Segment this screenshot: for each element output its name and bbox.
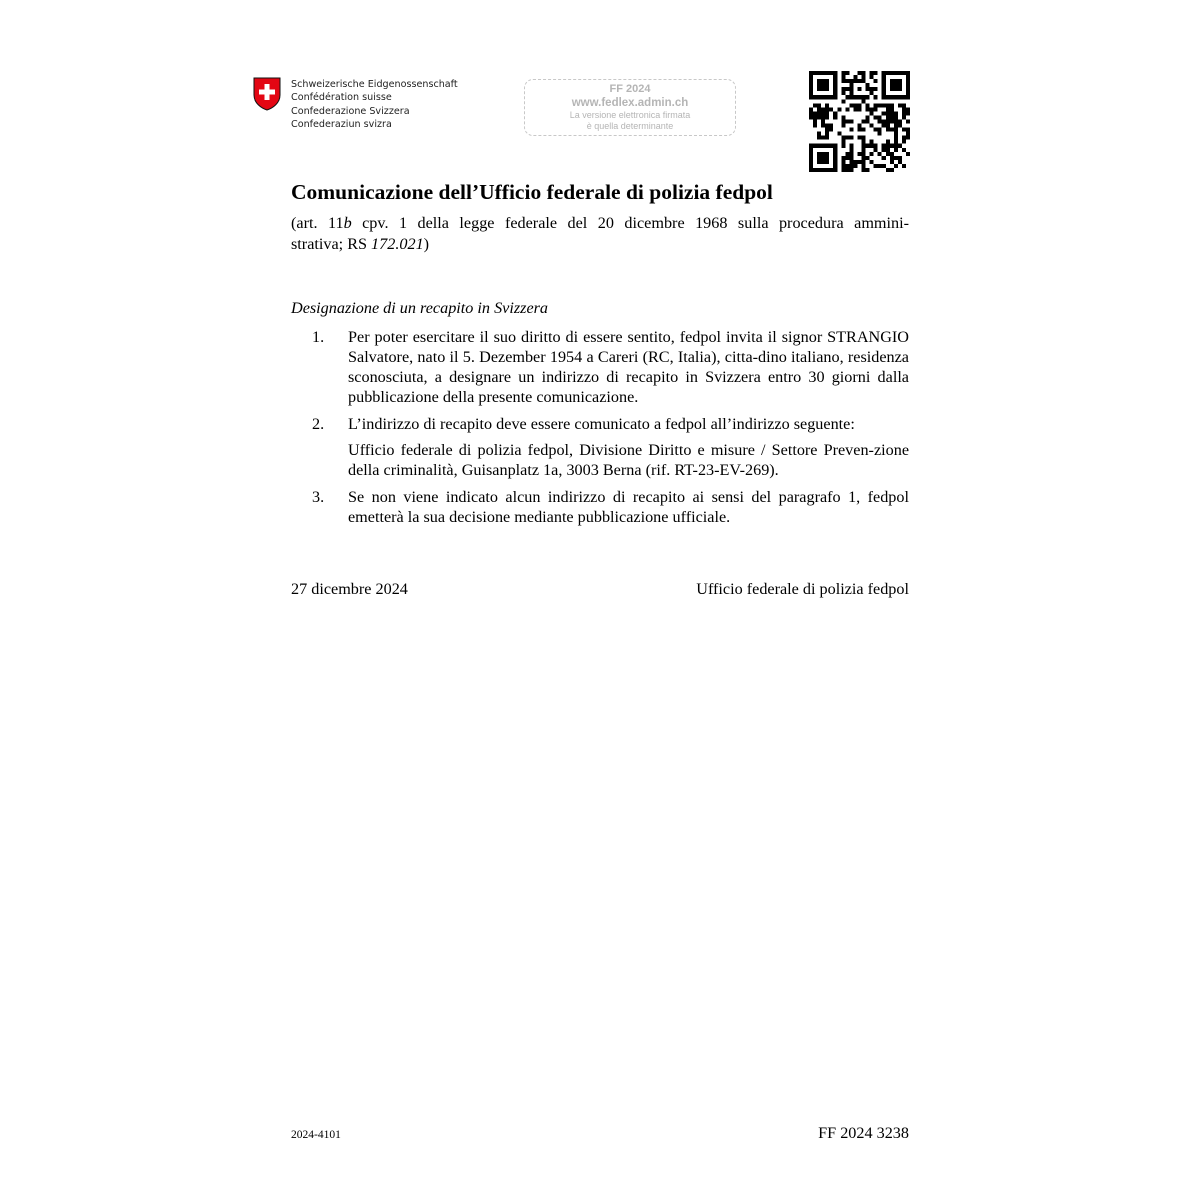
qr-code-icon: [809, 71, 910, 172]
stamp-url: www.fedlex.admin.ch: [571, 97, 689, 109]
document-title: Comunicazione dell’Ufficio federale di polizia fedpol: [291, 180, 773, 204]
agency-name-it: Confederazione Svizzera: [291, 105, 410, 117]
ref-line1-italic: b: [343, 214, 352, 232]
stamp-note-2: è quella determinante: [586, 121, 674, 131]
list-item-text: Per poter esercitare il suo diritto di essere sentito, fedpol invita il signor STRANGIO Salvatore, nato il 5. Dezember 1954 a Careri (RC, Italia), citta-dino italiano, residenza sconosciuta, a designare un indirizzo di recapito in Svizzera entro 30 giorni dalla pubblicazione della presente comunicazione.: [348, 328, 909, 406]
swiss-coat-of-arms-icon: [253, 77, 281, 111]
stamp-issue: FF 2024: [609, 83, 651, 95]
agency-name-de: Schweizerische Eidgenossenschaft: [291, 79, 458, 90]
ref-line2-post: ): [423, 235, 430, 253]
numbered-list: [291, 327, 909, 534]
section-heading: Designazione di un recapito in Svizzera: [291, 299, 549, 317]
footer-document-id: 2024-4101: [291, 1129, 341, 1141]
list-item: [291, 414, 909, 480]
legal-basis-reference: [291, 213, 909, 255]
agency-name-block: [291, 78, 458, 132]
list-item: [291, 487, 909, 527]
list-item-address: Ufficio federale di polizia fedpol, Divisione Diritto e misure / Settore Preven-zione della criminalità, Guisanplatz 1a, 3003 Berna (rif. RT-23-EV-269).: [348, 441, 909, 479]
list-item-text: L’indirizzo di recapito deve essere comunicato a fedpol all’indirizzo seguente:: [348, 415, 855, 433]
ref-line2-italic: 172.021: [371, 235, 424, 253]
ref-line1-post: cpv. 1 della legge federale del 20 dicembre 1968 sulla procedura ammini-: [351, 214, 909, 232]
ref-line1-pre: (art. 11: [291, 214, 344, 232]
document-date: 27 dicembre 2024: [291, 580, 408, 598]
list-item-text: Se non viene indicato alcun indirizzo di recapito ai sensi del paragrafo 1, fedpol emetterà la sua decisione mediante pubblicazione ufficiale.: [348, 488, 909, 526]
signatory: Ufficio federale di polizia fedpol: [696, 580, 909, 598]
electronic-version-stamp: [524, 79, 736, 136]
list-item-number: 3.: [312, 488, 325, 506]
agency-name-fr: Confédération suisse: [291, 92, 392, 104]
list-item-number: 1.: [312, 328, 325, 346]
list-item: [291, 327, 909, 407]
ref-line2-pre: strativa; RS: [291, 235, 372, 253]
footer-publication-reference: FF 2024 3238: [818, 1124, 909, 1142]
stamp-note-1: La versione elettronica firmata: [569, 110, 691, 120]
list-item-number: 2.: [312, 415, 325, 433]
agency-name-rm: Confederaziun svizra: [291, 119, 392, 131]
